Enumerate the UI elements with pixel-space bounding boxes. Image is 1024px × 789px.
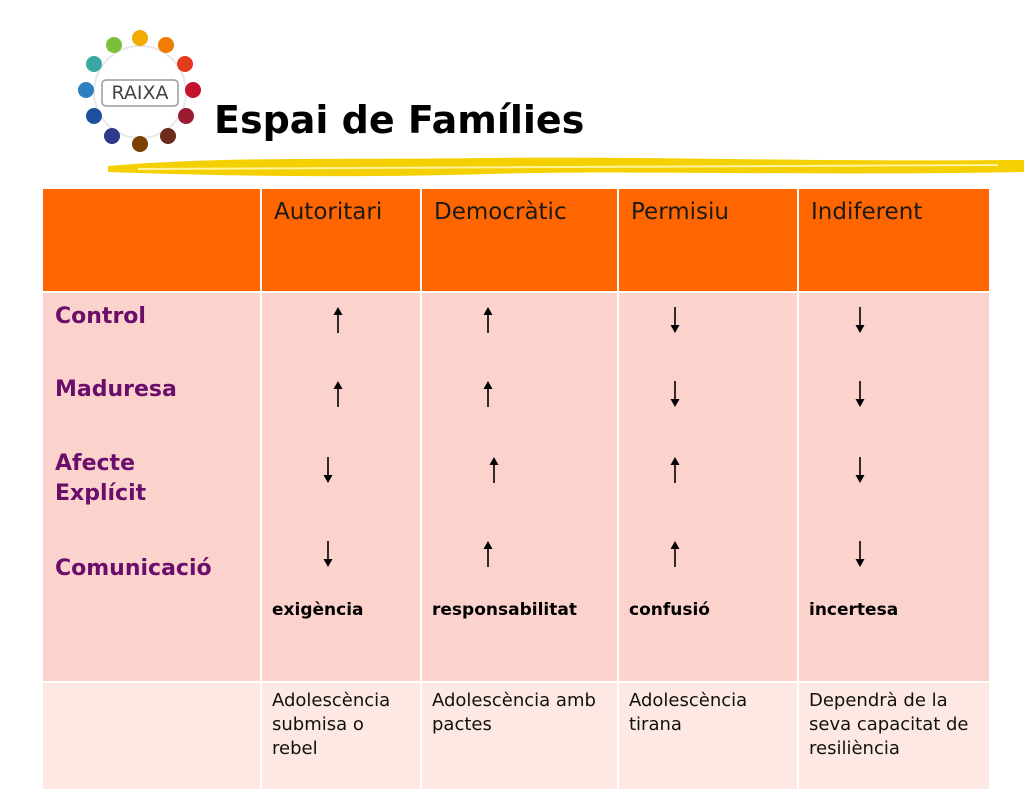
outcome-permisiu-cell: [619, 681, 799, 789]
footer-cell-empty: [43, 681, 262, 789]
arrow-up-icon: [482, 307, 494, 333]
arrow-up-icon: [482, 381, 494, 407]
summary-indiferent: incertesa: [809, 600, 899, 620]
arrow-up-icon: [332, 307, 344, 333]
outcome-autoritari-cell: [262, 681, 422, 789]
header-autoritari: Autoritari: [262, 189, 422, 293]
header-permisiu: Permisiu: [619, 189, 799, 293]
row-label-control: Control: [55, 304, 146, 329]
arrow-down-icon: [669, 307, 681, 333]
summary-autoritari: exigència: [272, 600, 364, 620]
outcome-permisiu: Adolescència tirana: [629, 690, 748, 735]
page-title: Espai de Famílies: [214, 98, 585, 142]
arrow-down-icon: [854, 381, 866, 407]
outcome-indiferent: Dependrà de la seva capacitat de resiliència: [809, 690, 969, 759]
outcome-democratic: Adolescència amb pactes: [432, 690, 596, 735]
outcome-autoritari: Adolescència submisa o rebel: [272, 690, 391, 759]
arrow-down-icon: [669, 381, 681, 407]
autoritari-body-cell: [262, 291, 422, 683]
outcome-democratic-cell: [422, 681, 619, 789]
arrow-down-icon: [322, 457, 334, 483]
row-label-comunicacio: Comunicació: [55, 556, 212, 581]
title-underline: [108, 150, 1024, 184]
header-indiferent: Indiferent: [799, 189, 989, 293]
row-label-afecte: Afecte Explícit: [55, 451, 147, 506]
arrow-up-icon: [488, 457, 500, 483]
democratic-body-cell: [422, 291, 619, 683]
arrow-down-icon: [854, 307, 866, 333]
arrow-up-icon: [482, 541, 494, 567]
header-cell-empty: [43, 189, 262, 293]
arrow-up-icon: [669, 541, 681, 567]
arrow-down-icon: [854, 457, 866, 483]
logo-text: RAIXA: [111, 82, 169, 104]
permisiu-body-cell: [619, 291, 799, 683]
indiferent-body-cell: [799, 291, 989, 683]
parenting-styles-table: [43, 189, 989, 789]
arrow-up-icon: [669, 457, 681, 483]
raixa-logo: [76, 28, 204, 156]
row-labels-cell: [43, 291, 262, 683]
summary-democratic: responsabilitat: [432, 600, 577, 620]
row-label-maduresa: Maduresa: [55, 377, 177, 402]
arrow-up-icon: [332, 381, 344, 407]
outcome-indiferent-cell: [799, 681, 989, 789]
arrow-down-icon: [854, 541, 866, 567]
arrow-down-icon: [322, 541, 334, 567]
summary-permisiu: confusió: [629, 600, 710, 620]
header-democratic: Democràtic: [422, 189, 619, 293]
